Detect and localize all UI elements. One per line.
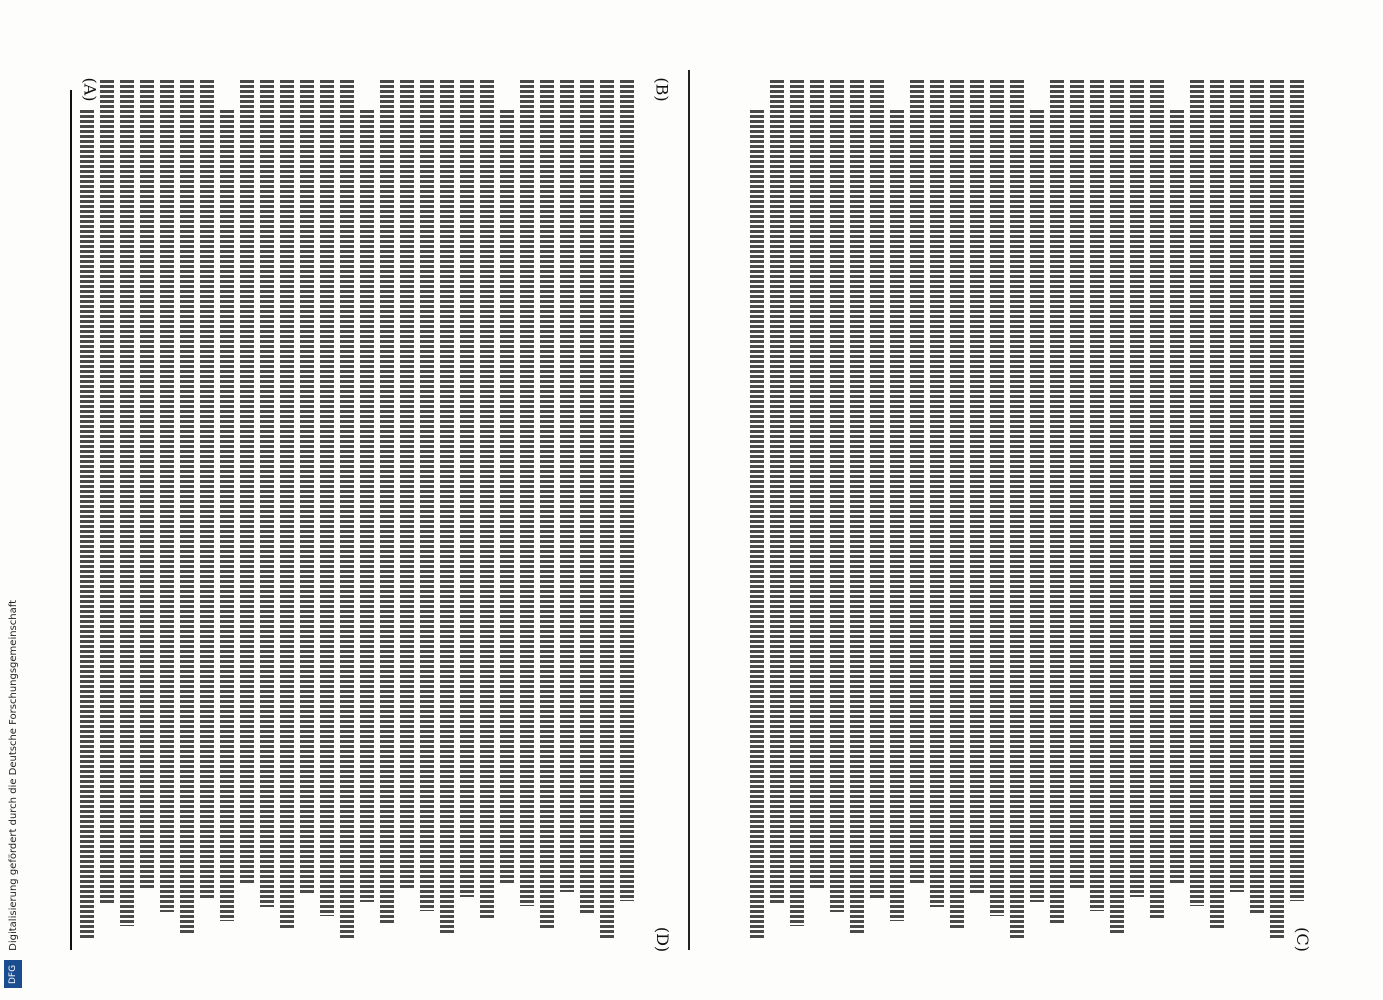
text-line	[200, 80, 214, 898]
text-line	[560, 80, 574, 892]
text-line	[480, 80, 494, 920]
text-line	[80, 110, 94, 940]
text-line	[770, 80, 784, 903]
digitization-credit: Digitalisierung gefördert durch die Deutsche Forschungsgemeinschaft	[8, 600, 19, 951]
text-line	[500, 110, 514, 883]
text-line	[260, 80, 274, 907]
text-line	[930, 80, 944, 907]
text-line	[120, 80, 134, 926]
text-column-right	[750, 70, 1310, 950]
text-line	[600, 80, 614, 938]
text-line	[1190, 80, 1204, 906]
text-line	[1170, 110, 1184, 883]
text-line	[1050, 80, 1064, 925]
text-line	[950, 80, 964, 930]
print-area	[50, 70, 1340, 953]
text-line	[1030, 110, 1044, 902]
text-line	[1210, 80, 1224, 929]
text-line	[1290, 80, 1304, 901]
text-line	[540, 80, 554, 929]
text-line	[890, 110, 904, 921]
text-line	[140, 80, 154, 889]
text-line	[240, 80, 254, 884]
text-line	[100, 80, 114, 903]
text-line	[220, 110, 234, 921]
text-line	[790, 80, 804, 926]
text-line	[420, 80, 434, 911]
margin-mark-d: (D)	[653, 926, 673, 953]
text-line	[1270, 80, 1284, 938]
margin-mark-b: (B)	[652, 77, 672, 102]
text-line	[520, 80, 534, 906]
text-line	[1150, 80, 1164, 920]
text-line	[970, 80, 984, 893]
text-line	[440, 80, 454, 934]
text-line	[1230, 80, 1244, 892]
text-line	[1250, 80, 1264, 915]
text-line	[320, 80, 334, 916]
text-column-left	[80, 70, 640, 950]
text-line	[810, 80, 824, 889]
text-line	[990, 80, 1004, 916]
text-line	[870, 80, 884, 898]
text-line	[1070, 80, 1084, 888]
text-line	[380, 80, 394, 925]
text-line	[160, 80, 174, 912]
dfg-logo: DFG	[4, 960, 22, 988]
text-line	[400, 80, 414, 888]
text-line	[280, 80, 294, 930]
margin-mark-c: (C)	[1292, 927, 1312, 952]
column-divider	[688, 70, 690, 950]
text-line	[1110, 80, 1124, 934]
text-line	[620, 80, 634, 901]
text-line	[830, 80, 844, 912]
text-line	[300, 80, 314, 893]
text-line	[340, 80, 354, 939]
text-line	[1010, 80, 1024, 939]
text-line	[360, 110, 374, 902]
text-line	[910, 80, 924, 884]
text-line	[580, 80, 594, 915]
text-line	[1090, 80, 1104, 911]
text-line	[750, 110, 764, 940]
text-line	[460, 80, 474, 897]
margin-mark-a: (A)	[80, 77, 100, 102]
text-line	[180, 80, 194, 935]
text-line	[850, 80, 864, 935]
text-line	[1130, 80, 1144, 897]
